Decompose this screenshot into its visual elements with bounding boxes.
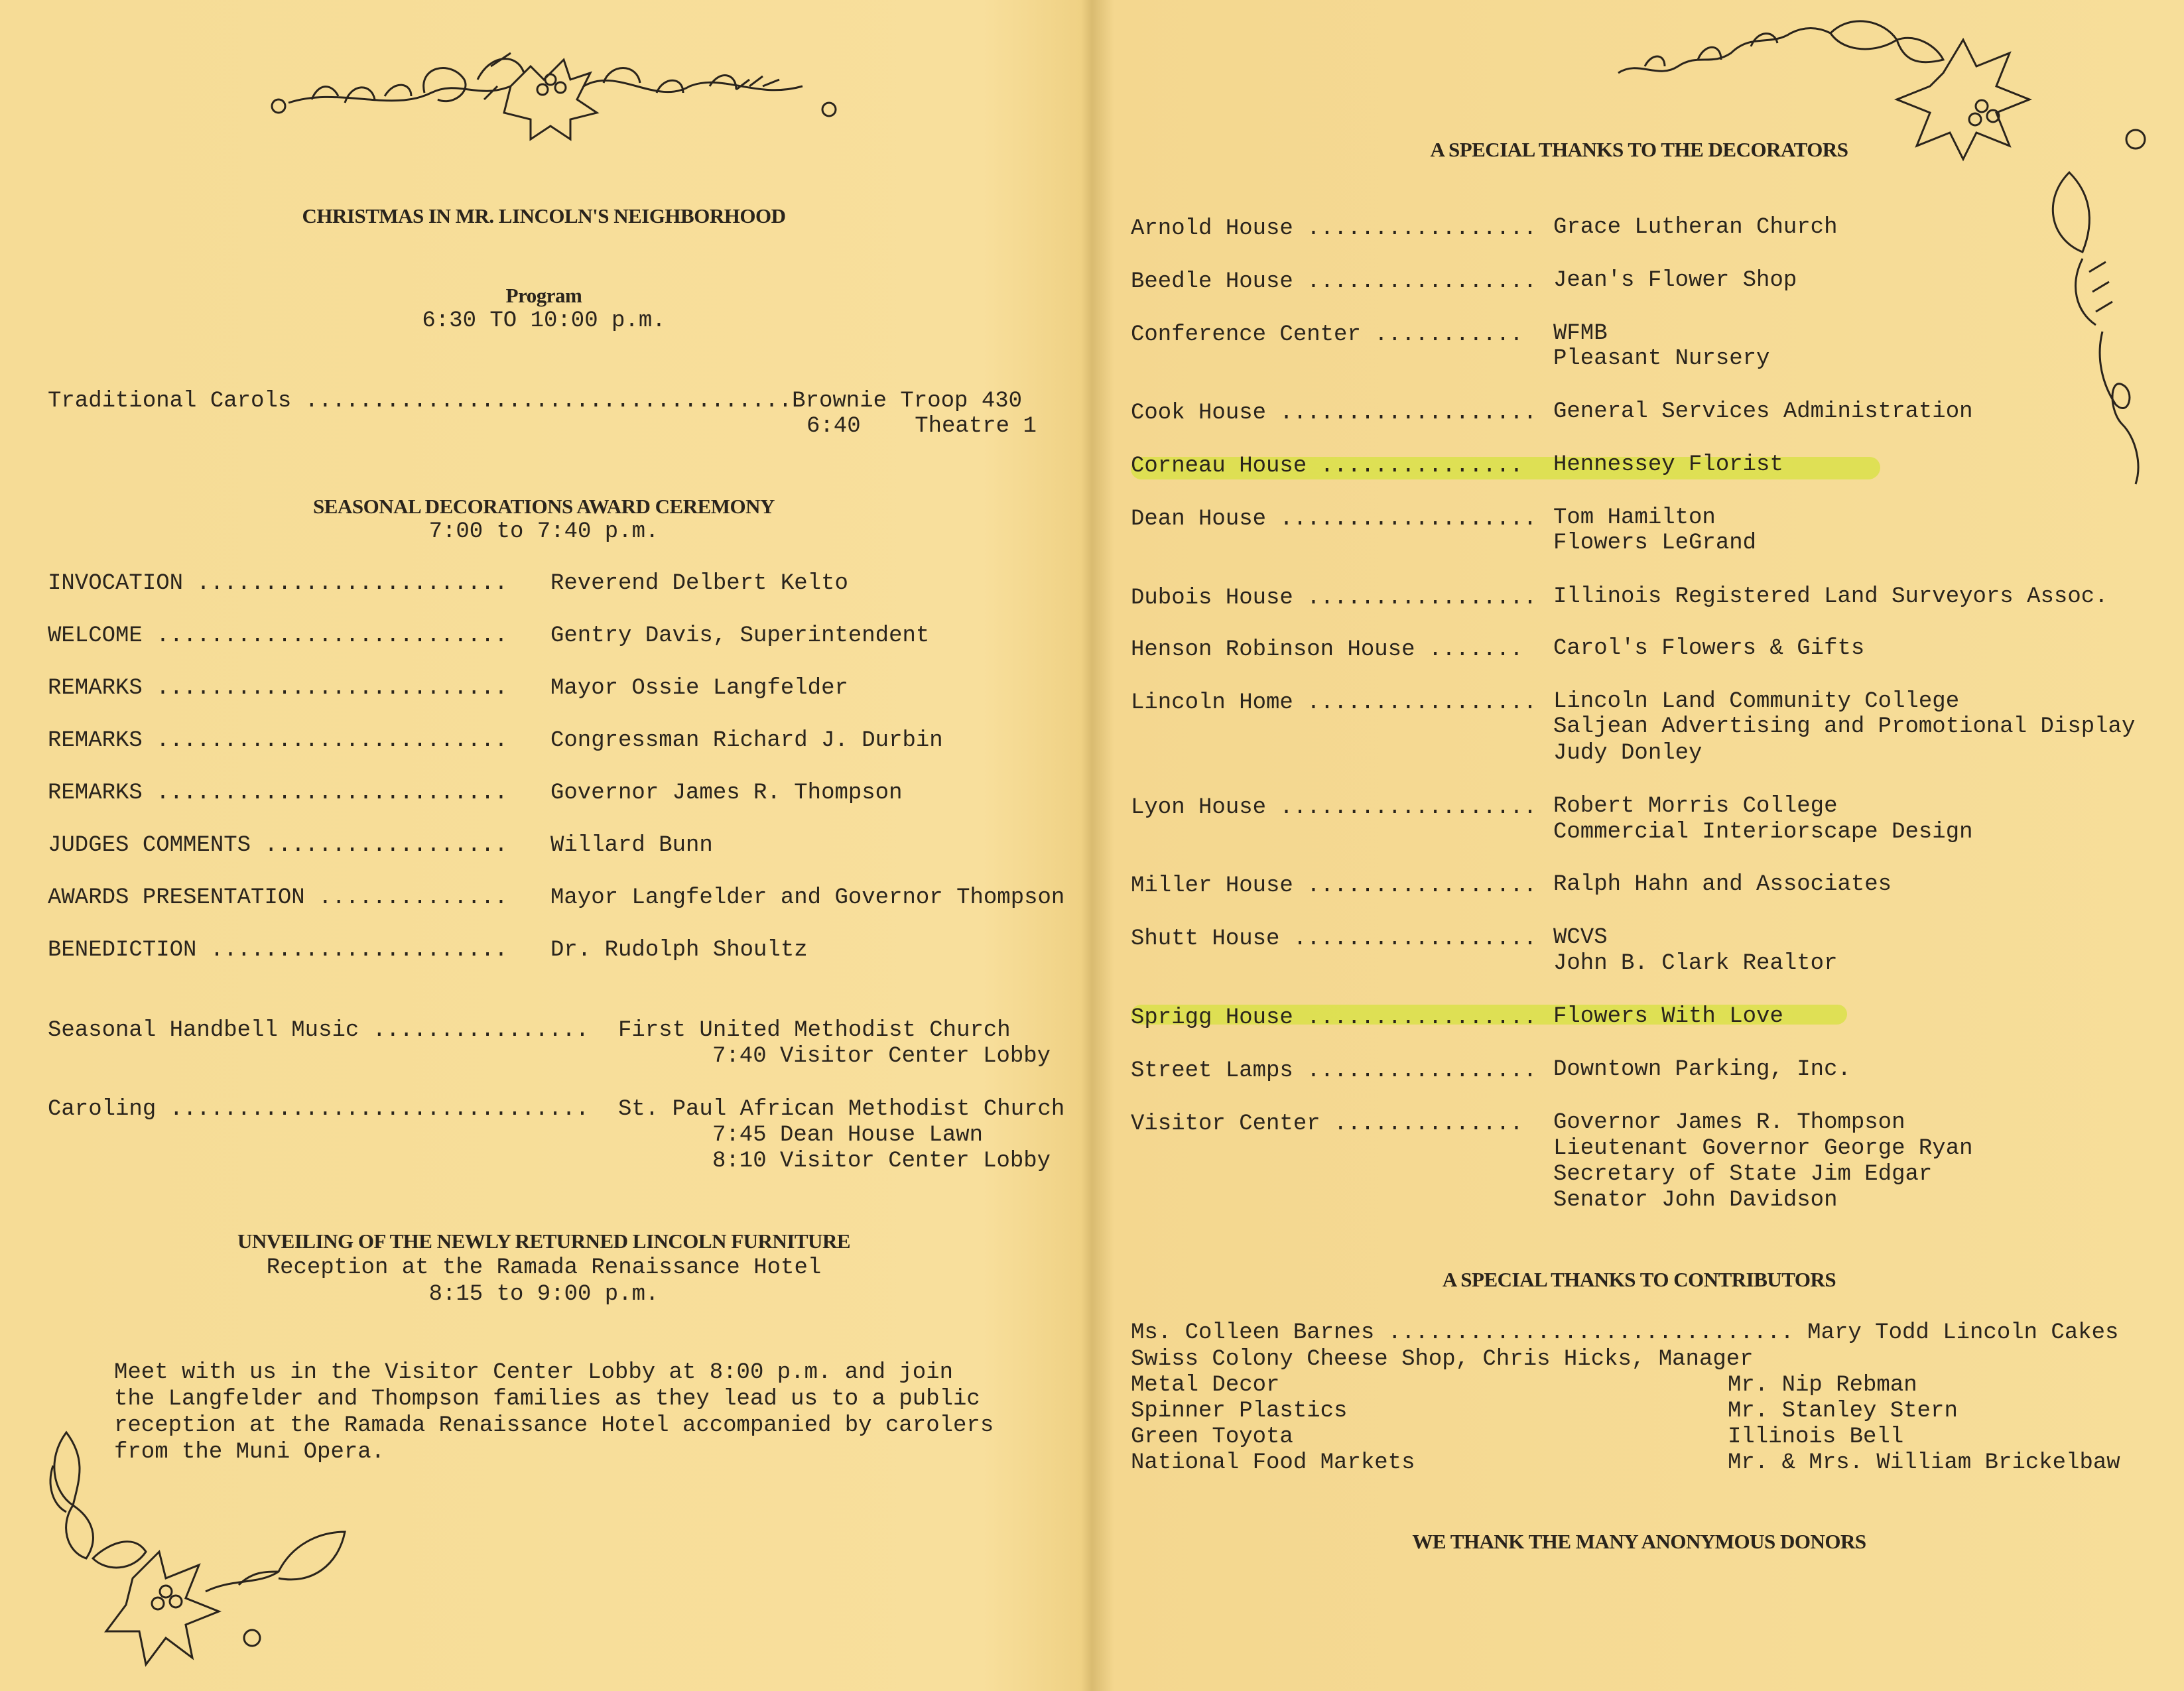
ceremony-value: Governor James R. Thompson — [550, 781, 903, 806]
house-label: Shutt House .................. — [1131, 926, 1537, 952]
decorator-name: John B. Clark Realtor — [1553, 951, 1838, 976]
paragraph-line: the Langfelder and Thompson families as they lead us to a public — [114, 1387, 980, 1412]
handbell-value: First United Methodist Church — [618, 1018, 1011, 1043]
program-time: 6:30 TO 10:00 p.m. — [422, 308, 666, 334]
ceremony-value: Dr. Rudolph Shoultz — [550, 938, 808, 963]
contributor-name: Mr. & Mrs. William Brickelbaw — [1728, 1450, 2120, 1475]
ceremony-label: REMARKS .......................... — [48, 781, 508, 806]
unveiling-heading: UNVEILING OF THE NEWLY RETURNED LINCOLN FURNITURE — [237, 1229, 851, 1253]
house-label: Cook House ................... — [1131, 401, 1537, 426]
unveiling-time: 8:15 to 9:00 p.m. — [428, 1282, 659, 1307]
paragraph-line: from the Muni Opera. — [114, 1440, 385, 1465]
decorator-name: Lieutenant Governor George Ryan — [1553, 1136, 1973, 1161]
house-label: Beedle House ................. — [1131, 269, 1537, 294]
decorator-name: Illinois Registered Land Surveyors Assoc. — [1553, 584, 2108, 609]
decorator-name: Governor James R. Thompson — [1553, 1110, 1905, 1135]
decorator-name: Flowers With Love — [1553, 1004, 1783, 1029]
ceremony-label: WELCOME .......................... — [48, 623, 508, 649]
contributor-name: Spinner Plastics — [1131, 1399, 1348, 1424]
house-label: Miller House ................. — [1131, 873, 1537, 899]
ceremony-value: Mayor Langfelder and Governor Thompson — [550, 885, 1065, 910]
contributor-line: Ms. Colleen Barnes .............................. Mary Todd Lincoln Cakes — [1131, 1320, 2119, 1346]
contributor-name: Green Toyota — [1131, 1424, 1293, 1450]
ceremony-value: Willard Bunn — [550, 833, 713, 858]
house-label: Sprigg House ................. — [1131, 1005, 1537, 1031]
decorator-name: Robert Morris College — [1553, 794, 1838, 819]
ceremony-value: Gentry Davis, Superintendent — [550, 623, 930, 649]
carols-time-location: 6:40 Theatre 1 — [806, 414, 1037, 439]
paragraph-line: reception at the Ramada Renaissance Hotel accompanied by carolers — [114, 1413, 994, 1438]
closing-line: WE THANK THE MANY ANONYMOUS DONORS — [1412, 1530, 1866, 1553]
decorator-name: WFMB — [1553, 321, 1608, 346]
carols-line: Traditional Carols ....................................Brownie Troop 430 — [48, 389, 1023, 414]
ceremony-value: Mayor Ossie Langfelder — [550, 676, 848, 701]
handbell-time-location: 7:40 Visitor Center Lobby — [712, 1044, 1051, 1069]
ceremony-label: REMARKS .......................... — [48, 728, 508, 753]
decorator-name: Downtown Parking, Inc. — [1553, 1057, 1851, 1082]
house-label: Conference Center ........... — [1131, 322, 1523, 347]
decorator-name: General Services Administration — [1553, 399, 1973, 424]
decorators-heading: A SPECIAL THANKS TO THE DECORATORS — [1430, 138, 1848, 161]
contributor-name: National Food Markets — [1131, 1450, 1415, 1475]
decorator-name: Senator John Davidson — [1553, 1188, 1838, 1213]
contributor-line: Swiss Colony Cheese Shop, Chris Hicks, Manager — [1131, 1347, 1754, 1372]
ceremony-value: Reverend Delbert Kelto — [550, 571, 848, 596]
holly-garland-icon — [259, 40, 842, 126]
decorator-name: Lincoln Land Community College — [1553, 689, 1960, 714]
unveiling-subtitle: Reception at the Ramada Renaissance Hotel — [266, 1255, 822, 1281]
house-label: Visitor Center .............. — [1131, 1111, 1523, 1137]
paragraph-line: Meet with us in the Visitor Center Lobby at 8:00 p.m. and join — [114, 1360, 954, 1385]
caroling-value: St. Paul African Methodist Church — [618, 1097, 1065, 1122]
program-title: CHRISTMAS IN MR. LINCOLN'S NEIGHBORHOOD — [302, 204, 786, 227]
house-label: Lincoln Home ................. — [1131, 690, 1537, 716]
contributor-name: Mr. Nip Rebman — [1728, 1373, 1917, 1398]
house-label: Dean House ................... — [1131, 507, 1537, 532]
ceremony-value: Congressman Richard J. Durbin — [550, 728, 943, 753]
house-label: Henson Robinson House ....... — [1131, 637, 1523, 662]
handbell-label: Seasonal Handbell Music ................ — [48, 1018, 590, 1043]
house-label: Lyon House ................... — [1131, 795, 1537, 820]
ceremony-label: JUDGES COMMENTS .................. — [48, 833, 508, 858]
ceremony-label: REMARKS .......................... — [48, 676, 508, 701]
decorator-name: Carol's Flowers & Gifts — [1553, 636, 1865, 661]
house-label: Corneau House ............... — [1131, 454, 1523, 479]
decorator-name: Tom Hamilton — [1553, 505, 1716, 531]
ceremony-label: BENEDICTION ...................... — [48, 938, 508, 963]
ceremony-label: AWARDS PRESENTATION .............. — [48, 885, 508, 910]
contributor-name: Illinois Bell — [1728, 1424, 1904, 1450]
house-label: Dubois House ................. — [1131, 586, 1537, 611]
decorator-name: Secretary of State Jim Edgar — [1553, 1162, 1933, 1187]
decorator-name: WCVS — [1553, 925, 1608, 950]
contributors-heading: A SPECIAL THANKS TO CONTRIBUTORS — [1442, 1268, 1836, 1291]
decorator-name: Ralph Hahn and Associates — [1553, 872, 1892, 897]
ceremony-label: INVOCATION ....................... — [48, 571, 508, 596]
decorator-name: Saljean Advertising and Promotional Display — [1553, 714, 2136, 739]
program-heading: Program — [505, 284, 582, 307]
decorator-name: Jean's Flower Shop — [1553, 268, 1797, 293]
decorator-name: Hennessey Florist — [1553, 452, 1783, 477]
poinsettia-corner-icon — [40, 1426, 358, 1658]
contributor-name: Metal Decor — [1131, 1373, 1280, 1398]
ceremony-heading: SEASONAL DECORATIONS AWARD CEREMONY — [313, 495, 775, 518]
decorator-name: Commercial Interiorscape Design — [1553, 820, 1973, 845]
left-page — [0, 0, 1088, 1691]
house-label: Street Lamps ................. — [1131, 1058, 1537, 1084]
decorator-name: Flowers LeGrand — [1553, 531, 1757, 556]
caroling-time-location: 7:45 Dean House Lawn — [712, 1123, 984, 1148]
contributor-name: Mr. Stanley Stern — [1728, 1399, 1958, 1424]
caroling-time-location: 8:10 Visitor Center Lobby — [712, 1149, 1051, 1174]
decorator-name: Pleasant Nursery — [1553, 346, 1770, 371]
ceremony-time: 7:00 to 7:40 p.m. — [428, 519, 659, 544]
house-label: Arnold House ................. — [1131, 216, 1537, 241]
decorator-name: Judy Donley — [1553, 741, 1702, 766]
decorator-name: Grace Lutheran Church — [1553, 215, 1838, 240]
caroling-label: Caroling ............................... — [48, 1097, 590, 1122]
right-page — [1094, 0, 2184, 1691]
